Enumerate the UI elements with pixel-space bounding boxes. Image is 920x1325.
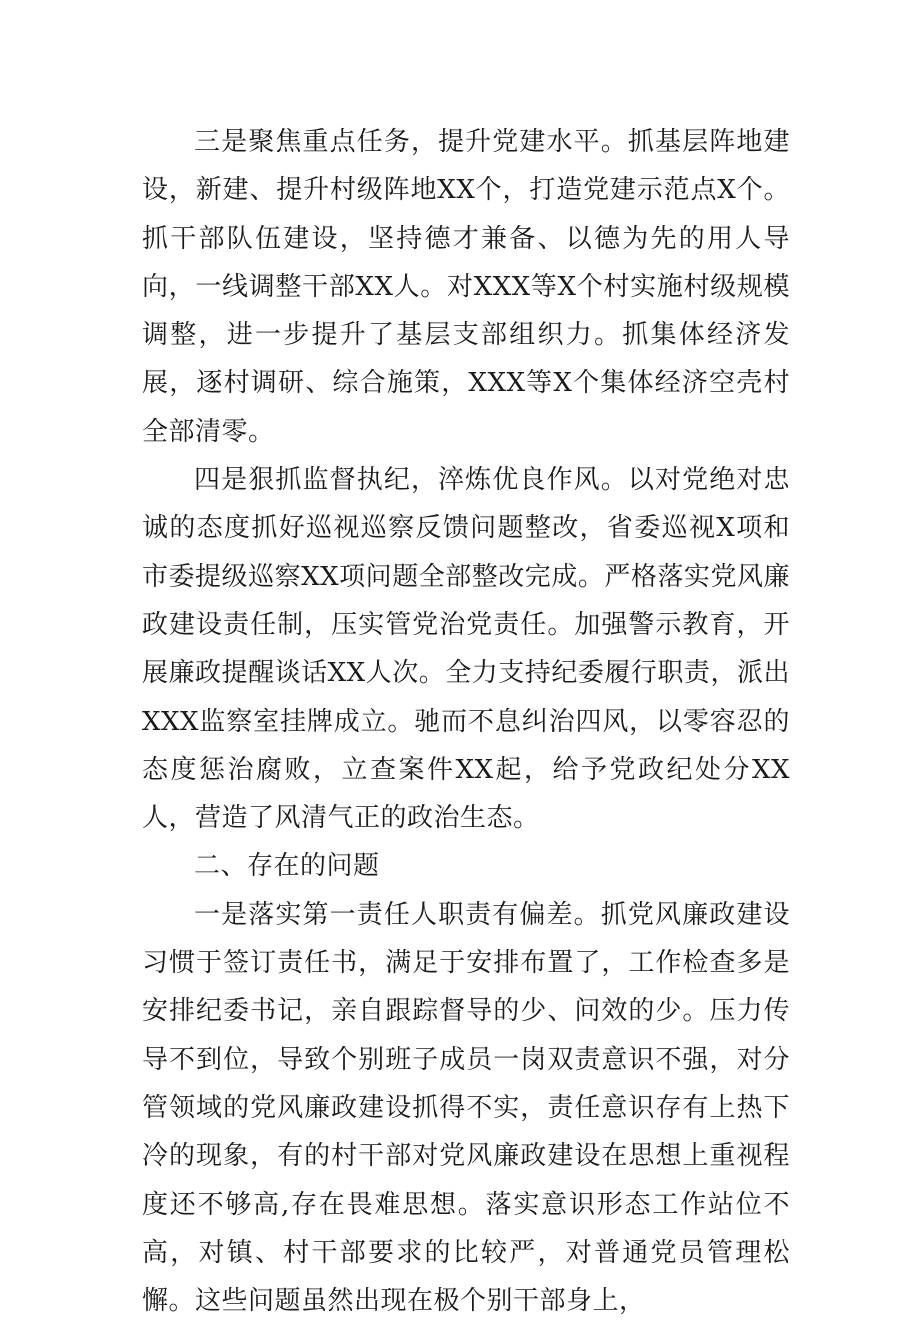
paragraph-responsibility: 一是落实第一责任人职责有偏差。抓党风廉政建设习惯于签订责任书，满足于安排布置了，工作检查多是安排纪委书记，亲自跟踪督导的少、问效的少。压力传导不到位，导致个别班子成员一岗双责意识不强，对分管领域的党风廉政建设抓得不实，责任意识存有上热下冷的现象，有的村干部对党风廉政建设在思想上重视程度还不够高,存在畏难思想。落实意识形态工作站位不高，对镇、村干部要求的比较严，对普通党员管理松懈。这些问题虽然出现在极个别干部身上， [142, 899, 790, 1317]
paragraph-task-focus: 三是聚焦重点任务，提升党建水平。抓基层阵地建设，新建、提升村级阵地XX个，打造党建示范点X个。抓干部队伍建设，坚持德才兼备、以德为先的用人导向，一线调整干部XX人。对XXX等X个村实施村级规模调整，进一步提升了基层支部组织力。抓集体经济发展，逐村调研、综合施策，XXX等X个集体经济空壳村全部清零。 [142, 127, 790, 447]
section-heading-problems: 二、存在的问题 [194, 851, 380, 882]
paragraph-supervision: 四是狠抓监督执纪，淬炼优良作风。以对党绝对忠诚的态度抓好巡视巡察反馈问题整改，省委巡视X项和市委提级巡察XX项问题全部整改完成。严格落实党风廉政建设责任制，压实管党治党责任。加强警示教育，开展廉政提醒谈话XX人次。全力支持纪委履行职责，派出XXX监察室挂牌成立。驰而不息纠治四风，以零容忍的态度惩治腐败，立查案件XX起，给予党政纪处分XX人，营造了风清气正的政治生态。 [142, 465, 790, 834]
document-body [142, 118, 790, 1325]
